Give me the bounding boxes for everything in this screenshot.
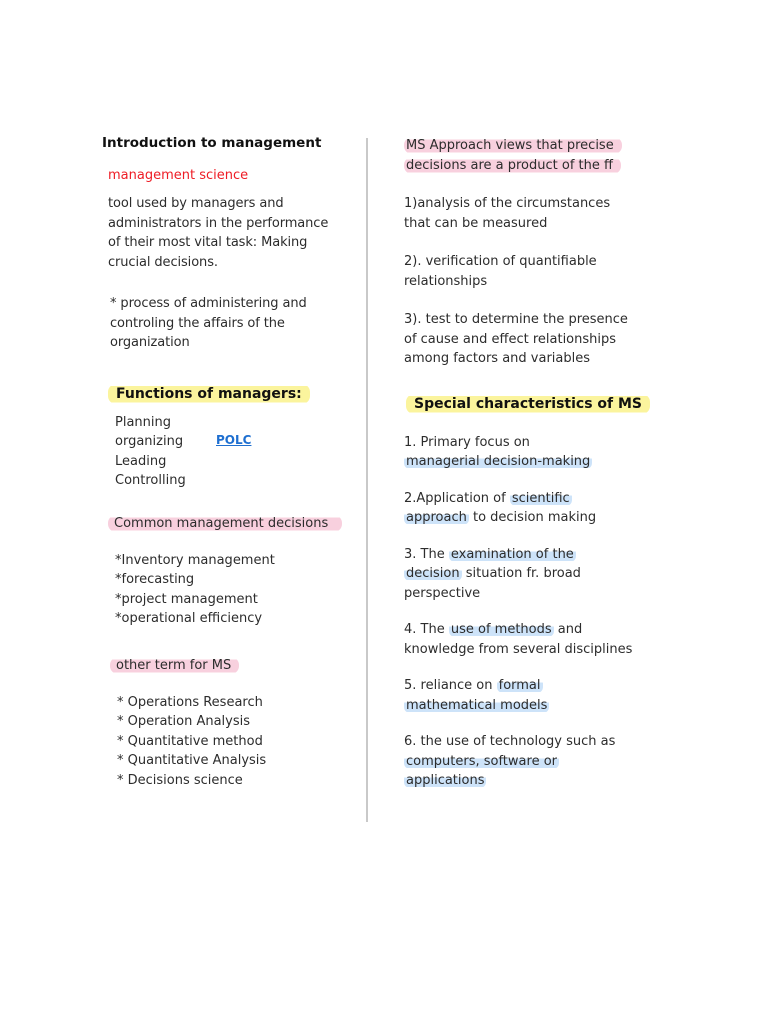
list-item: organizing (115, 434, 184, 449)
section-heading-management-science: management science (108, 168, 249, 183)
characteristic-text: 2.Application of (404, 490, 510, 506)
column-divider (366, 138, 368, 822)
list-item: Controlling (115, 473, 186, 488)
characteristic-highlight: examination of the decision (406, 546, 574, 581)
characteristic-item (404, 732, 624, 791)
other-terms-list (117, 693, 350, 791)
characteristic-text: 5. reliance on (404, 678, 497, 693)
characteristic-text: 6. the use of technology such as (404, 734, 616, 749)
right-column (404, 136, 724, 791)
characteristics-heading-wrap (406, 391, 724, 415)
characteristic-highlight: computers, software or applications (406, 753, 557, 788)
approach-intro-wrap (404, 136, 624, 175)
list-item: * Quantitative Analysis (117, 753, 267, 768)
approach-intro: MS Approach views that precise decisions are a product of the ff (404, 137, 622, 174)
decisions-heading-wrap (108, 511, 350, 533)
characteristic-item (404, 620, 634, 659)
characteristic-text: 4. The (404, 622, 449, 637)
approach-item-2: 2). verification of quantifiable relationships (404, 254, 597, 289)
characteristic-text: and knowledge from several disciplines (404, 622, 633, 657)
characteristic-highlight: managerial decision-making (406, 454, 591, 469)
list-item: *Inventory management (115, 552, 275, 568)
approach-item-1: 1)analysis of the circumstances that can be measured (404, 196, 611, 231)
definition-text: tool used by managers and administrators in the performance of their most vital task: Making crucial decisions. (108, 196, 329, 270)
characteristics-heading: Special characteristics of MS (406, 394, 650, 414)
characteristic-text: 1. Primary focus on (404, 434, 530, 450)
polc-link[interactable]: POLC (216, 433, 252, 447)
list-item: Planning (115, 414, 171, 430)
left-column (100, 132, 350, 790)
functions-heading: Functions of managers: (108, 384, 310, 404)
characteristic-item (404, 545, 619, 604)
approach-item-3: 3). test to determine the presence of cause and effect relationships among factors and variables (404, 312, 628, 366)
characteristic-text: 3. The (404, 546, 449, 562)
process-note: * process of administering and controling the affairs of the organization (110, 296, 307, 350)
characteristic-highlight: use of methods (450, 622, 552, 637)
other-terms-heading: other term for MS (110, 657, 239, 674)
characteristic-item (404, 433, 604, 472)
characteristic-highlight: scientific approach (406, 490, 570, 525)
list-item: *project management (115, 591, 258, 607)
list-item: * Decisions science (117, 772, 243, 788)
functions-heading-wrap (108, 381, 350, 405)
decisions-list (115, 551, 350, 629)
list-item: *forecasting (115, 572, 195, 587)
page-title: Introduction to management (102, 135, 322, 151)
characteristic-text: to decision making (468, 510, 597, 525)
list-item: * Operation Analysis (117, 714, 251, 729)
list-item: * Operations Research (117, 694, 263, 710)
characteristics-list (404, 433, 724, 791)
characteristic-highlight: formal mathematical models (406, 678, 548, 713)
list-item: Leading (115, 453, 167, 469)
functions-list (115, 413, 350, 491)
characteristic-text: situation fr. broad perspective (404, 566, 581, 601)
list-item: *operational efficiency (115, 611, 263, 626)
characteristic-item (404, 489, 629, 528)
other-terms-heading-wrap (110, 653, 350, 675)
characteristic-item (404, 676, 619, 715)
decisions-heading: Common management decisions (108, 515, 342, 532)
list-item: * Quantitative method (117, 733, 263, 749)
